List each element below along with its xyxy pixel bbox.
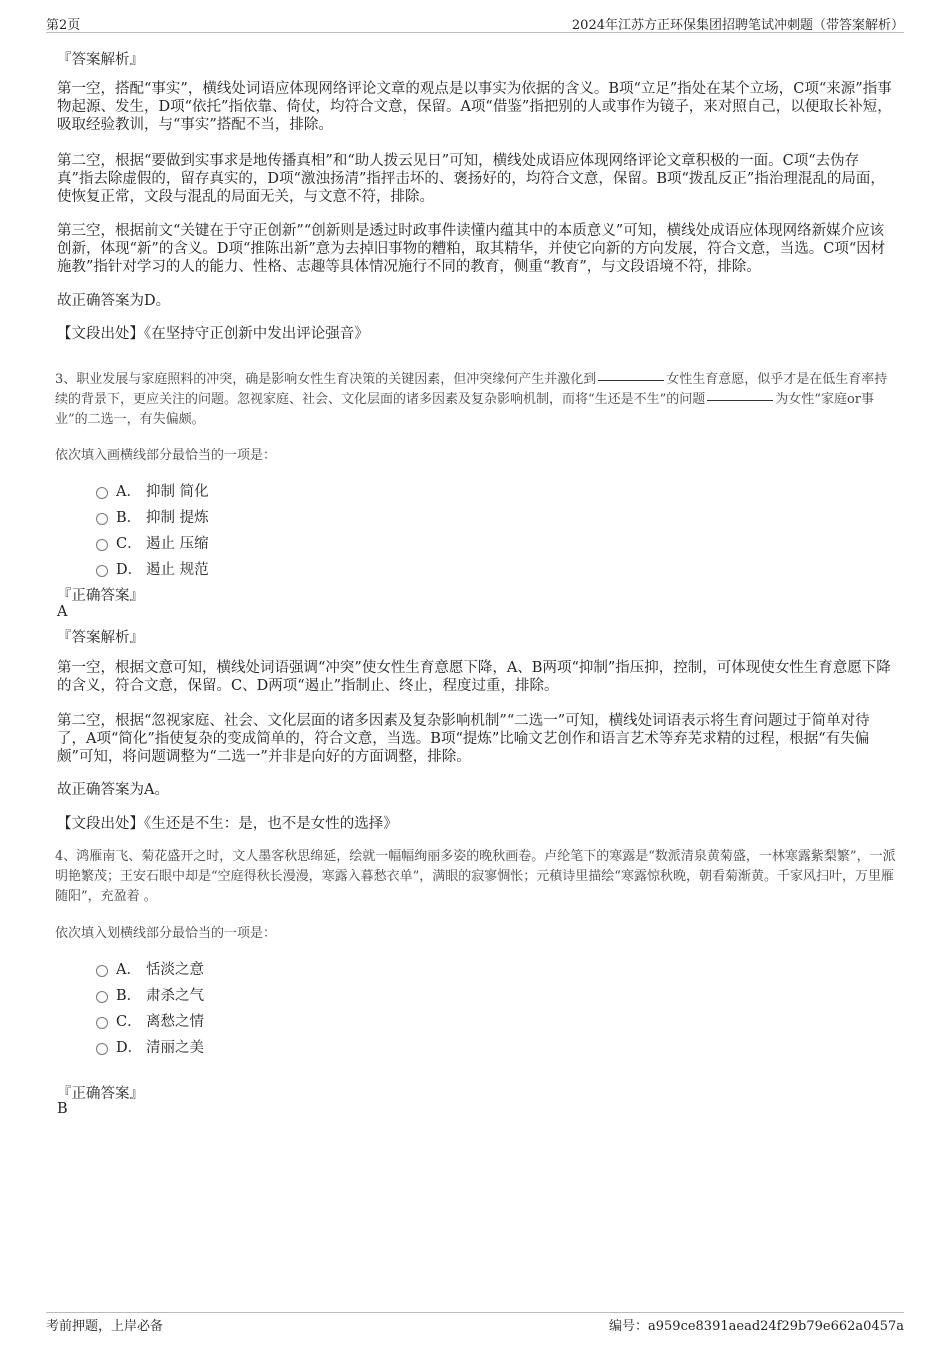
q3-text-part-c: 为女性“家庭or事业”的二选一，有失偏颇。 bbox=[55, 392, 874, 427]
q4-answer: B bbox=[57, 1101, 68, 1117]
radio-icon[interactable] bbox=[96, 991, 108, 1003]
q2-analysis-para2: 第二空，根据“要做到实事求是地传播真相”和“助人拨云见日”可知，横线处成语应体现网络评论文章积极的一面。C项“去伪存真”指去除虚假的，留存真实的，D项“激浊扬清”指抨击坏的、褒扬好的，均符合文意，保留。B项“拨乱反正”指治理混乱的局面，使恢复正常，文段与混乱的局面无关，与文意不符，排除。 bbox=[57, 153, 885, 205]
radio-icon[interactable] bbox=[96, 965, 108, 977]
radio-icon[interactable] bbox=[96, 539, 108, 551]
q2-analysis-para1: 第一空，搭配“事实”，横线处词语应体现网络评论文章的观点是以事实为依据的含义。B项“立足”指处在某个立场，C项“来源”指事物起源、发生，D项“依托”指依靠、倚仗，均符合文意，保留。A项“借鉴”指把别的人或事作为镜子，来对照自己，以便取长补短，吸取经验教训，与“事实”搭配不当，排除。 bbox=[57, 81, 892, 133]
q3-blank-2 bbox=[707, 399, 773, 401]
q3-option-b[interactable]: B． 抑制 提炼 bbox=[96, 506, 209, 527]
q3-option-c[interactable]: C． 遏止 压缩 bbox=[96, 532, 209, 553]
footer-slogan: 考前押题，上岸必备 bbox=[46, 1319, 164, 1334]
q3-analysis-label: 『答案解析』 bbox=[57, 630, 144, 646]
q3-answer: A bbox=[57, 604, 68, 620]
q3-text-part-b: 女性生育意愿，似乎才是在低生育率持续的背景下，更应关注的问题。忽视家庭、社会、文化层面的诸多因素及复杂影响机制，而将“生还是不生”的问题 bbox=[55, 372, 888, 407]
document-title: 2024年江苏方正环保集团招聘笔试冲刺题（带答案解析） bbox=[571, 18, 904, 33]
q3-option-d[interactable]: D． 遏止 规范 bbox=[96, 558, 209, 579]
radio-icon[interactable] bbox=[96, 513, 108, 525]
page-header bbox=[46, 14, 904, 33]
q3-question-text bbox=[55, 370, 897, 430]
q4-option-c[interactable]: C． 离愁之情 bbox=[96, 1010, 204, 1031]
q4-option-a[interactable]: A． 恬淡之意 bbox=[96, 958, 204, 979]
q3-blank-1 bbox=[598, 379, 664, 381]
q4-option-d[interactable]: D． 清丽之美 bbox=[96, 1036, 204, 1057]
document-code: 编号：a959ce8391aead24f29b79e662a0457a bbox=[609, 1319, 904, 1334]
page-number: 第2页 bbox=[46, 18, 81, 33]
q3-text-part-a: 3、职业发展与家庭照料的冲突，确是影响女性生育决策的关键因素，但冲突缘何产生并激化到 bbox=[55, 372, 597, 387]
q4-prompt: 依次填入划横线部分最恰当的一项是： bbox=[55, 926, 277, 941]
q2-analysis-para3: 第三空，根据前文“关键在于守正创新”“创新则是透过时政事件读懂内蕴其中的本质意义”可知，横线处成语应体现网络新媒介应该创新，体现“新”的含义。D项“推陈出新”意为去掉旧事物的糟粕，取其精华，并使它向新的方向发展，符合文意，当选。C项“因材施教”指针对学习的人的能力、性格、志趣等具体情况施行不同的教育，侧重“教育”，与文段语境不符，排除。 bbox=[57, 223, 886, 275]
q3-conclusion: 故正确答案为A。 bbox=[57, 782, 169, 798]
page-footer bbox=[46, 1312, 904, 1333]
radio-icon[interactable] bbox=[96, 1017, 108, 1029]
radio-icon[interactable] bbox=[96, 565, 108, 577]
q3-answer-label: 『正确答案』 bbox=[57, 588, 144, 604]
q3-option-a[interactable]: A． 抑制 简化 bbox=[96, 480, 209, 501]
q2-conclusion: 故正确答案为D。 bbox=[57, 293, 171, 309]
q2-analysis-label: 『答案解析』 bbox=[57, 52, 144, 68]
radio-icon[interactable] bbox=[96, 487, 108, 499]
q3-analysis-para1: 第一空，根据文意可知，横线处词语强调“冲突”使女性生育意愿下降，A、B两项“抑制”指压抑，控制，可体现使女性生育意愿下降的含义，符合文意，保留。C、D两项“遏止”指制止、终止，程度过重，排除。 bbox=[57, 660, 891, 694]
q3-source: 【文段出处】《生还是不生：是，也不是女性的选择》 bbox=[57, 816, 398, 832]
q3-prompt: 依次填入画横线部分最恰当的一项是： bbox=[55, 448, 277, 463]
q4-answer-label: 『正确答案』 bbox=[57, 1086, 144, 1102]
q3-analysis-para2: 第二空，根据“忽视家庭、社会、文化层面的诸多因素及复杂影响机制”“二选一”可知，横线处词语表示将生育问题过于简单对待了，A项“简化”指使复杂的变成简单的，符合文意，当选。B项“提炼”比喻文艺创作和语言艺术等弃芜求精的过程，根据“有失偏颇”可知，将问题调整为“二选一”并非是向好的方面调整，排除。 bbox=[57, 713, 870, 765]
q2-source: 【文段出处】《在坚持守正创新中发出评论强音》 bbox=[57, 326, 369, 342]
q4-option-b[interactable]: B． 肃杀之气 bbox=[96, 984, 204, 1005]
radio-icon[interactable] bbox=[96, 1043, 108, 1055]
q4-question-text: 4、鸿雁南飞、菊花盛开之时，文人墨客秋思绵延，绘就一幅幅绚丽多姿的晚秋画卷。卢纶笔下的寒露是“数派清泉黄菊盛，一林寒露紫梨繁”，一派明艳繁茂；王安石眼中却是“空庭得秋长漫漫，寒露入暮愁衣单”，满眼的寂寥惆怅；元稹诗里描绘“寒露惊秋晚，朝看菊渐黄。千家风扫叶，万里雁随阳”，充盈着 。 bbox=[55, 849, 896, 904]
